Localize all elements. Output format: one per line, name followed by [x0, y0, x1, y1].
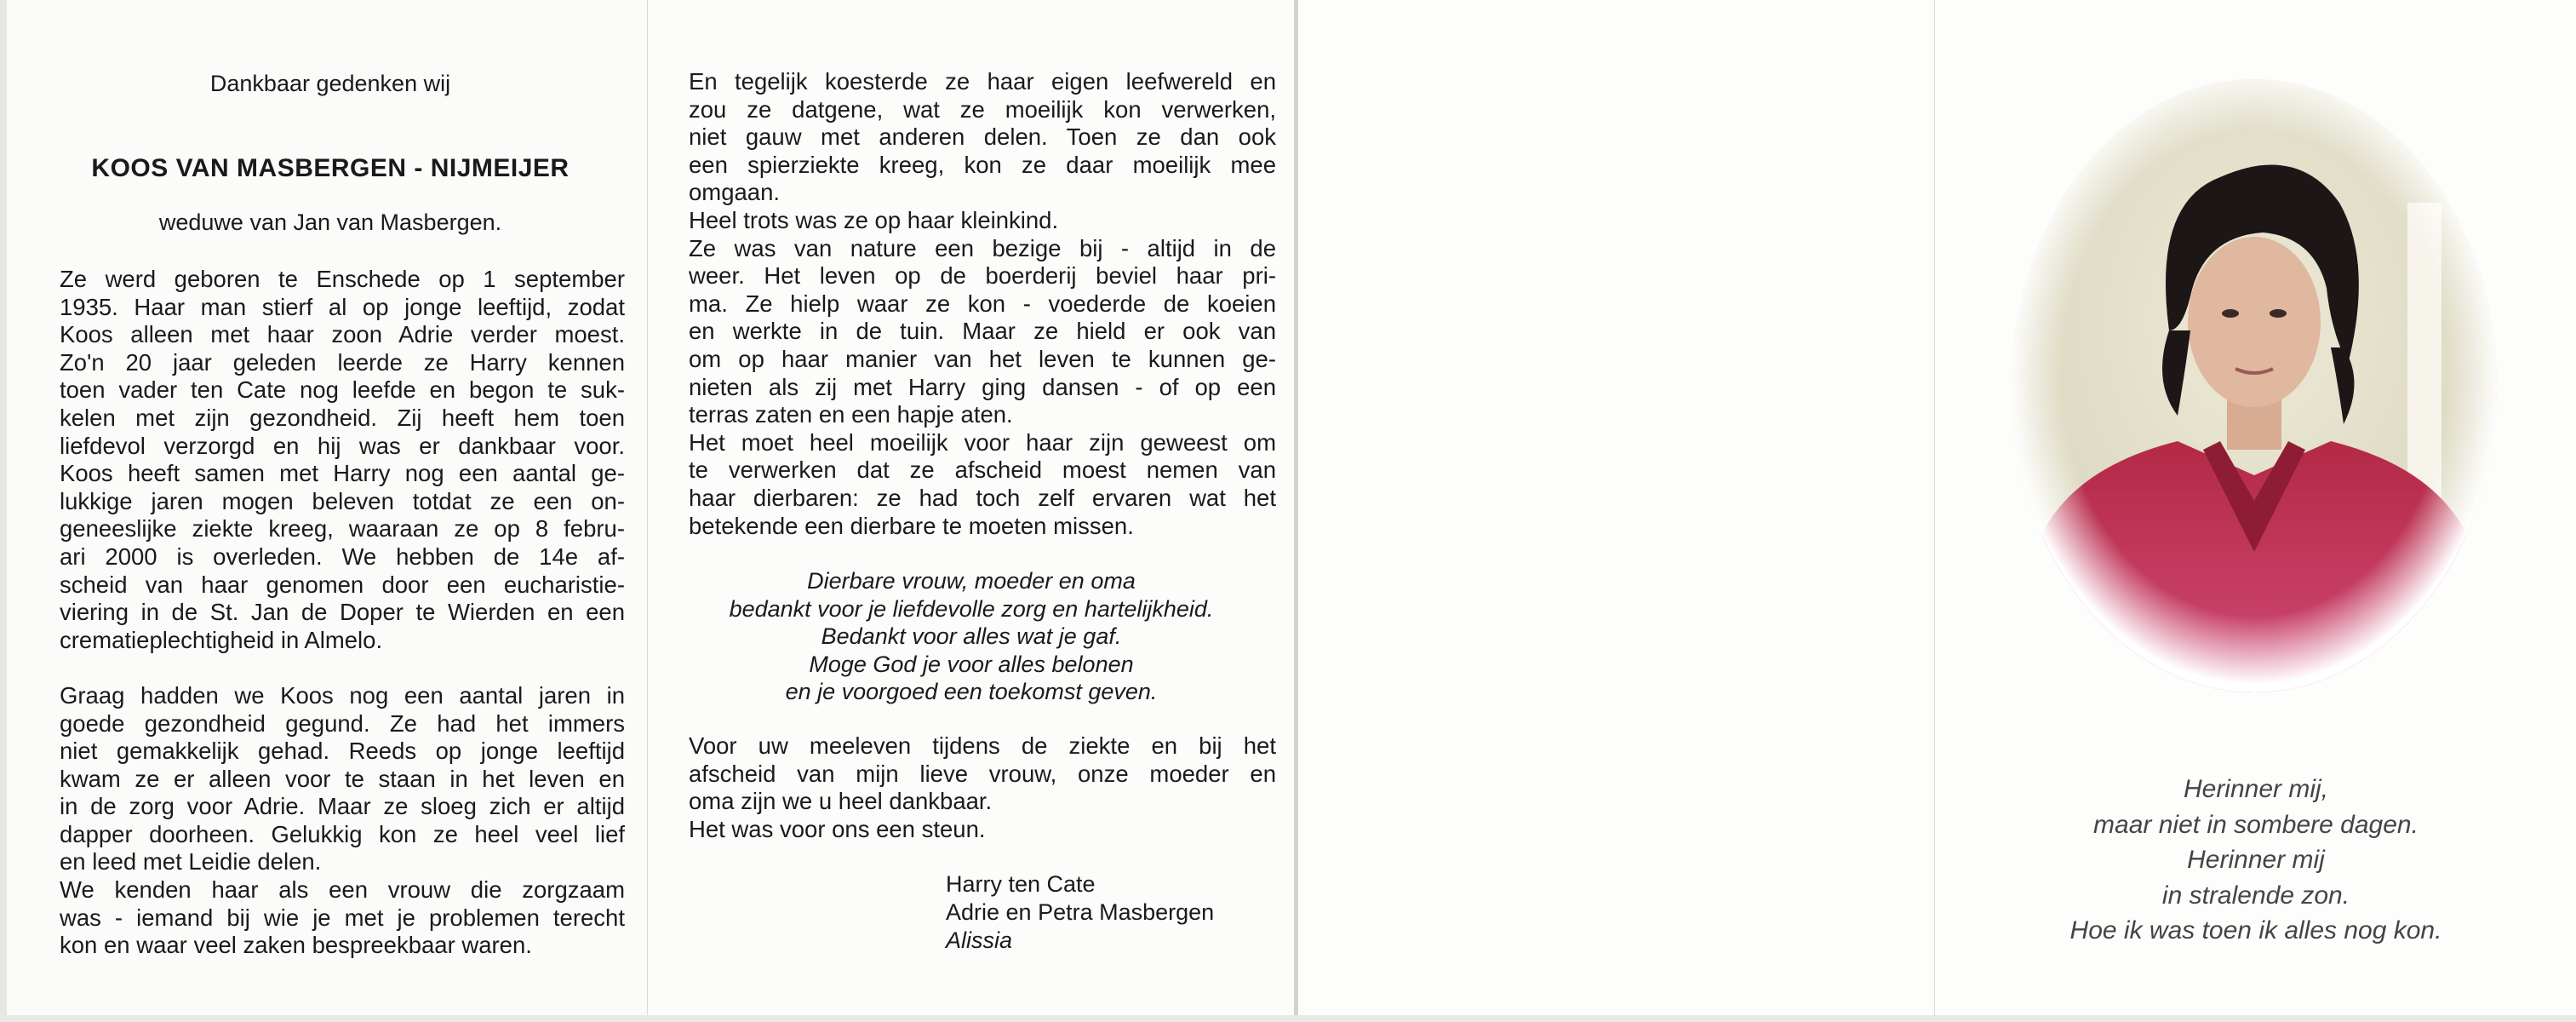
widow-line: weduwe van Jan van Masbergen. [158, 210, 502, 235]
text-line: kon en waar veel zaken bespreekbaar waren. [60, 932, 532, 959]
text-line: geneeslijke ziekte kreeg, waaraan ze op 8 febru- [60, 515, 625, 543]
text-line: kelen met zijn gezondheid. Zij heeft hem toen [60, 404, 625, 431]
text-line: lukkige jaren mogen beleven totdat ze een on- [60, 487, 625, 514]
verse-line: maar niet in sombere dagen. [2093, 810, 2419, 839]
text-line: ari 2000 is overleden. We hebben de 14e af- [60, 543, 625, 570]
biography-paragraph-2 [60, 682, 625, 876]
biography-paragraph-1 [60, 266, 625, 654]
signature-line: Alissia [946, 927, 1013, 953]
card-panel-right [1934, 0, 2576, 1022]
text-line: viering in de St. Jan de Doper te Wierden en een [60, 599, 625, 626]
poem-line: Dierbare vrouw, moeder en oma [807, 568, 1136, 594]
text-line: Heel trots was ze op haar kleinkind. [689, 206, 1059, 233]
remembrance-paragraph-2 [689, 207, 1276, 235]
portrait-photo-icon [2007, 75, 2501, 697]
text-line: oma zijn we u heel dankbaar. [689, 788, 993, 815]
text-line: Koos heeft samen met Harry nog een aantal ge- [60, 460, 625, 487]
text-line: dapper doorheen. Gelukkig kon ze heel veel lief [60, 820, 625, 847]
text-line: niet gemakkelijk gehad. Reeds op jonge leeftijd [60, 738, 625, 765]
card-panel-middle [647, 0, 1294, 1022]
text-line: te verwerken dat ze afscheid moest nemen van [689, 456, 1276, 484]
text-line: Het moet heel moeilijk voor haar zijn geweest om [689, 428, 1276, 456]
text-line: Ze was van nature een bezige bij - altijd in de [689, 234, 1276, 261]
text-line: Ze werd geboren te Enschede op 1 september [60, 266, 625, 292]
remembrance-paragraph-3 [689, 235, 1276, 429]
dedication-poem [648, 567, 1295, 706]
text-line: Het was voor ons een steun. [689, 815, 986, 842]
verse-line: Hoe ik was toen ik alles nog kon. [2069, 916, 2442, 944]
text-line: scheid van haar genomen door een eucharistie- [60, 571, 625, 598]
text-line: een spierziekte kreeg, kon ze daar moeilijk mee [689, 151, 1276, 178]
text-line: Zo'n 20 jaar geleden leerde ze Harry kennen [60, 348, 625, 376]
text-line: betekende een dierbare te moeten missen. [689, 512, 1134, 539]
text-line: en leed met Leidie delen. [60, 848, 322, 876]
text-line: goede gezondheid gegund. Ze had het immers [60, 709, 625, 737]
card-panel-left [0, 0, 647, 1022]
text-line: nieten als zij met Harry ging dansen - of op een [689, 373, 1276, 400]
text-line: kwam ze er alleen voor te staan in het leven en [60, 765, 625, 792]
text-line: terras zaten en een hapje aten. [689, 401, 1013, 428]
text-line: 1935. Haar man stierf al op jonge leeftijd, zodat [60, 293, 625, 320]
text-line: omgaan. [689, 179, 781, 206]
card-bottom-edge [0, 1015, 2576, 1022]
text-line: crematieplechtigheid in Almelo. [60, 626, 383, 653]
remembrance-paragraph-4 [689, 429, 1276, 540]
text-line: zou ze datgene, wat ze moeilijk kon verwerken, [689, 95, 1276, 123]
memorial-verse [1935, 772, 2576, 949]
verse-line: in stralende zon. [2161, 881, 2350, 910]
signature-line: Adrie en Petra Masbergen [946, 899, 1215, 925]
text-line: liefdevol verzorgd en hij was er dankbaar voor. [60, 432, 625, 459]
text-line: haar dierbaren: ze had toch zelf ervaren wat het [689, 484, 1276, 511]
intro-line: Dankbaar gedenken wij [209, 71, 451, 96]
text-line: ma. Ze hielp waar ze kon - voederde de koeien [689, 290, 1276, 317]
thank-you-text [689, 732, 1276, 843]
poem-line: Moge God je voor alles belonen [809, 651, 1134, 677]
deceased-name: KOOS VAN MASBERGEN - NIJMEIJER [91, 154, 570, 182]
poem-line: Bedankt voor alles wat je gaf. [821, 623, 1122, 650]
remembrance-paragraph-1 [689, 68, 1276, 207]
text-line: weer. Het leven op de boerderij beviel haar pri- [689, 262, 1276, 290]
biography-paragraph-3 [60, 876, 625, 960]
text-line: was - iemand bij wie je met je problemen terecht [60, 904, 625, 931]
text-line: in de zorg voor Adrie. Maar ze sloeg zich er altijd [60, 793, 625, 820]
signature-line: Harry ten Cate [946, 871, 1096, 897]
verse-line: Herinner mij, [2183, 775, 2329, 803]
text-line: En tegelijk koesterde ze haar eigen leefwereld en [689, 68, 1276, 95]
text-line: Voor uw meeleven tijdens de ziekte en bij het [689, 732, 1276, 759]
poem-line: bedankt voor je liefdevolle zorg en hartelijkheid. [729, 595, 1214, 622]
text-line: Koos alleen met haar zoon Adrie verder moest. [60, 321, 625, 348]
text-line: We kenden haar als een vrouw die zorgzaam [60, 876, 625, 904]
card-panel-blank [1294, 0, 1934, 1022]
text-line: om op haar manier van het leven te kunnen ge- [689, 345, 1276, 372]
text-line: Graag hadden we Koos nog een aantal jaren in [60, 681, 625, 709]
text-line: en werkte in de tuin. Maar ze hield er ook van [689, 318, 1276, 345]
remembrance-text [689, 68, 1276, 540]
signatures [946, 870, 1214, 955]
text-line: afscheid van mijn lieve vrouw, onze moeder en [689, 760, 1276, 787]
biography-text [60, 266, 625, 960]
text-line: niet gauw met anderen delen. Toen ze dan ook [689, 123, 1276, 151]
text-line: toen vader ten Cate nog leefde en begon te suk- [60, 376, 625, 404]
verse-line: Herinner mij [2187, 846, 2325, 874]
poem-line: en je voorgoed een toekomst geven. [785, 679, 1158, 705]
